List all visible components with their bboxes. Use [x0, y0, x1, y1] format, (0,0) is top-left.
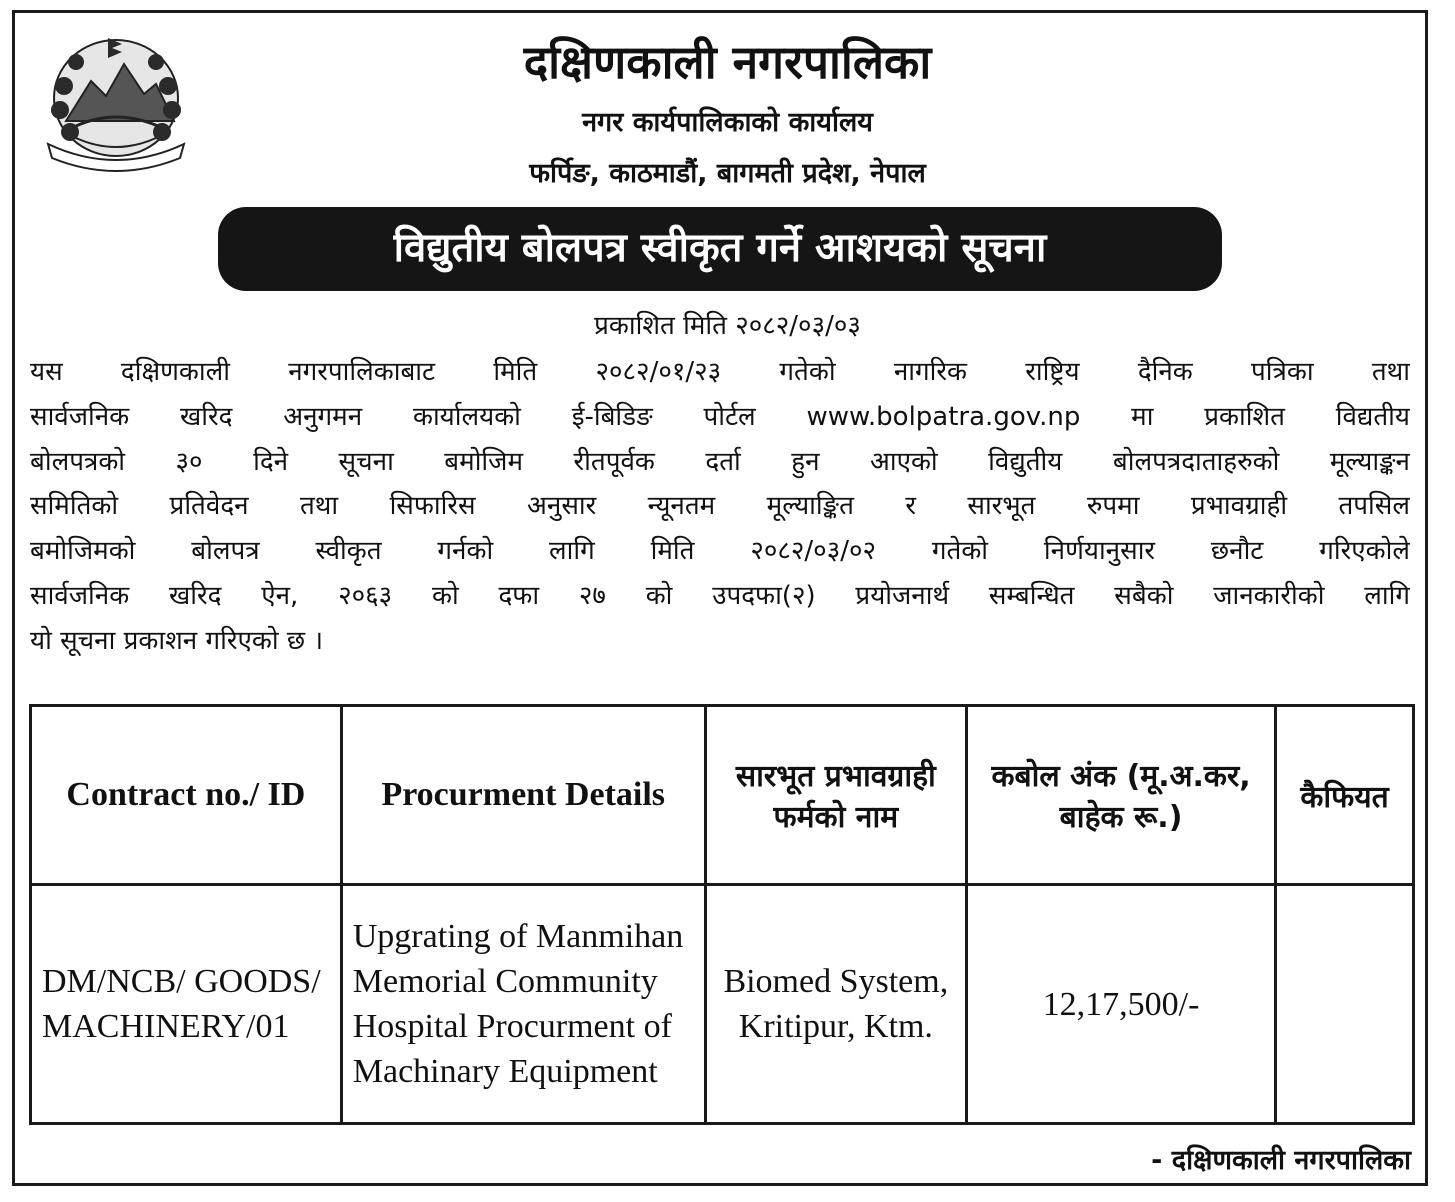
notice-body-line: समितिको प्रतिवेदन तथा सिफारिस अनुसार न्यूनतम मूल्याङ्कित र सारभूत रुपमा प्रभावग्राही तपसिल	[30, 491, 1410, 522]
cell-contract-id: DM/NCB/ GOODS/ MACHINERY/01	[31, 885, 342, 1124]
table-row	[31, 885, 1414, 1124]
cell-procurement-details: Upgrating of Manmihan Memorial Community Hospital Procurment of Machinary Equipment	[341, 885, 705, 1124]
table-header-row	[31, 706, 1414, 885]
header-bid-amount: कबोल अंक (मू.अ.कर, बाहेक रू.)	[966, 706, 1275, 885]
office-name: नगर कार्यपालिकाको कार्यालय	[582, 107, 873, 138]
published-date: प्रकाशित मिति २०८२/०३/०३	[594, 311, 861, 341]
notice-body-line: सार्वजनिक खरिद ऐन, २०६३ को दफा २७ को उपदफा(२) प्रयोजनार्थ सम्बन्धित सबैको जानकारीको लागि	[30, 580, 1410, 611]
notice-body-line: सार्वजनिक खरिद अनुगमन कार्यालयको ई-बिडिङ पोर्टल www.bolpatra.gov.np मा प्रकाशित विद्यतीय	[30, 401, 1410, 432]
cell-remarks	[1276, 885, 1414, 1124]
org-name: दक्षिणकाली नगरपालिका	[523, 35, 932, 89]
header-contract-id: Contract no./ ID	[31, 706, 342, 885]
notice-body-line: बमोजिमको बोलपत्र स्वीकृत गर्नको लागि मिति २०८२/०३/०२ गतेको निर्णयानुसार छनौट गरिएकोले	[30, 536, 1410, 567]
office-address: फर्पिङ, काठमाडौं, बागमती प्रदेश, नेपाल	[529, 158, 926, 189]
header-procurement-details: Procurment Details	[341, 706, 705, 885]
cell-firm-name: Biomed System, Kritipur, Ktm.	[705, 885, 966, 1124]
header-remarks: कैफियत	[1276, 706, 1414, 885]
notice-body-line: यस दक्षिणकाली नगरपालिकाबाट मिति २०८२/०१/२३ गतेको नागरिक राष्ट्रिय दैनिक पत्रिका तथा	[30, 357, 1410, 387]
notice-body-line: यो सूचना प्रकाशन गरिएको छ ।	[30, 625, 324, 656]
notice-title-banner	[218, 207, 1222, 291]
notice-body-line: बोलपत्रको ३० दिने सूचना बमोजिम रीतपूर्वक दर्ता हुन आएको विद्युतीय बोलपत्रदाताहरुको मूल्याङ्कन	[30, 446, 1410, 477]
cell-bid-amount: 12,17,500/-	[966, 885, 1275, 1124]
award-table	[29, 704, 1415, 1125]
signature: - दक्षिणकाली नगरपालिका	[1151, 1145, 1411, 1176]
header-firm-name: सारभूत प्रभावग्राही फर्मको नाम	[705, 706, 966, 885]
notice-body	[30, 350, 1410, 664]
notice-title: विद्युतीय बोलपत्र स्वीकृत गर्ने आशयको सूचना	[393, 225, 1047, 271]
